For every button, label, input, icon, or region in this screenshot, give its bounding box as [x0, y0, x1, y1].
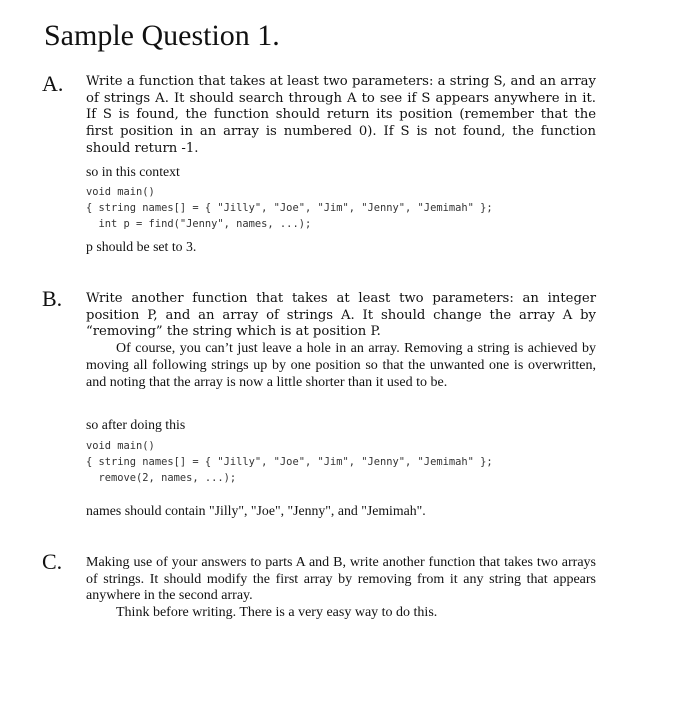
section-a-text: Write a function that takes at least two parameters: a string S, and an array of strings A. It should search through A to see if S appears anywhere in it. If S is found, the function should return its position (remember that the first position in an array is numbered 0). If S is not found, the function should return -1. — [86, 74, 596, 156]
section-a — [86, 74, 596, 158]
section-b — [86, 291, 596, 391]
section-a-letter: A. — [42, 71, 64, 96]
section-a-context-label: so in this context — [86, 164, 180, 179]
section-c-letter: C. — [42, 549, 63, 574]
code-line: remove(2, names, ...); — [86, 472, 237, 484]
page-title: Sample Question 1. — [44, 19, 280, 52]
section-a-code — [86, 184, 596, 232]
section-a-result: p should be set to 3. — [86, 239, 197, 254]
code-line: void main() — [86, 186, 155, 198]
section-c-text: Making use of your answers to parts A and B, write another function that takes two arrays of strings. It should modify the first array by removing from it any string that appears anywhere in the second array. — [86, 555, 596, 604]
section-b-text2: Of course, you can’t just leave a hole in an array. Removing a string is achieved by moving all following strings up by one position so that the unwanted one is overwritten, and noting that the array is now a little shorter than it used to be. — [86, 341, 596, 390]
section-b-example — [86, 416, 596, 519]
section-b-text: Write another function that takes at least two parameters: an integer position P, and an array of strings A. It should change the array A by “removing” the string which is at position P. — [86, 291, 596, 340]
section-b-letter: B. — [42, 286, 63, 311]
code-line: void main() — [86, 440, 155, 452]
section-b-result: names should contain "Jilly", "Joe", "Jenny", and "Jemimah". — [86, 503, 426, 518]
section-c-text2: Think before writing. There is a very easy way to do this. — [116, 605, 438, 621]
code-line: { string names[] = { "Jilly", "Joe", "Jim", "Jenny", "Jemimah" }; — [86, 456, 493, 468]
section-c — [86, 555, 596, 622]
section-b-context-label: so after doing this — [86, 417, 186, 432]
section-a-example — [86, 163, 596, 255]
code-line: { string names[] = { "Jilly", "Joe", "Jim", "Jenny", "Jemimah" }; — [86, 202, 493, 214]
section-b-code — [86, 438, 596, 486]
code-line: int p = find("Jenny", names, ...); — [86, 218, 312, 230]
